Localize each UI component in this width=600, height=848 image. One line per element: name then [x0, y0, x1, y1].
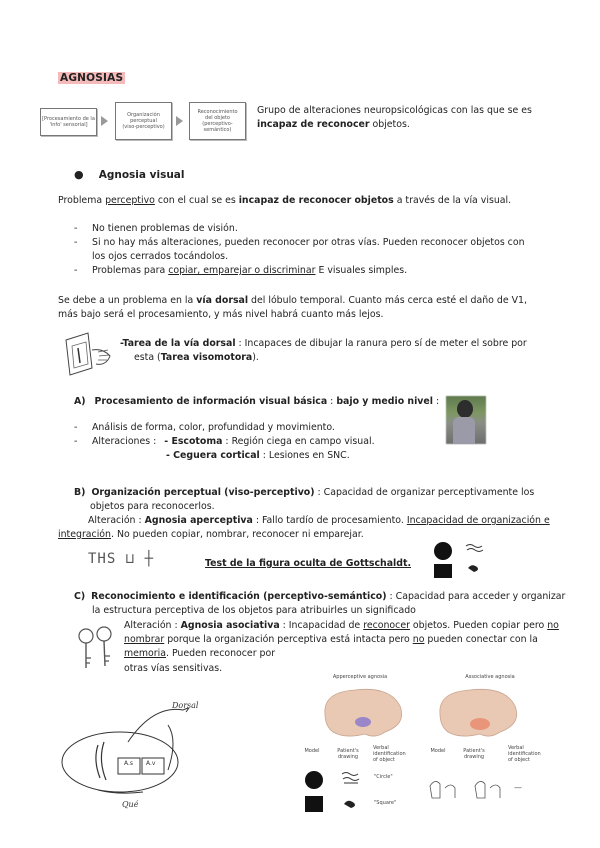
- figure-apperceptive-caption: Apperceptive agnosia: [332, 674, 388, 680]
- list-item-text: Problemas para: [92, 265, 169, 276]
- section-c-alt-text: porque la organización perceptiva está intacta pero: [164, 634, 413, 645]
- section-a-title: Procesamiento de información visual básica: [94, 396, 328, 407]
- figure-patient-scribble-icon: [342, 773, 359, 784]
- sketch-box-label-1: A.s: [124, 760, 134, 767]
- section-c-title: Reconocimiento e identificación (perceptivo-semántico): [91, 591, 387, 602]
- flow-arrow-1: [101, 116, 108, 126]
- section-heading: [74, 163, 184, 182]
- section-c-alt-line-4: otras vías sensitivas.: [124, 663, 223, 674]
- section-b-alt-underlined: Incapacidad de organización e: [406, 515, 550, 526]
- figure-model-label-2: Model: [430, 748, 446, 754]
- flow-box-perceptual-line: perceptual: [130, 118, 157, 124]
- section-a-heading: [74, 395, 439, 409]
- dorsal-text: del lóbulo temporal. Cuanto más cerca esté el daño de V1,: [248, 295, 527, 306]
- list-item: [74, 449, 444, 463]
- dorsal-line-2: más bajo será el procesamiento, y más nivel habrá cuanto más lejos.: [58, 309, 384, 320]
- section-c-alt-underlined: no: [547, 620, 559, 631]
- tarea-bold: -Tarea de la vía dorsal: [120, 338, 236, 349]
- envelope-slot-sketch: [58, 328, 118, 383]
- flow-box-sensory-label: [Procesamiento de la 'info' sensorial]: [42, 116, 95, 128]
- tarea-block: [120, 337, 560, 365]
- figure-model-square-icon: [305, 796, 323, 812]
- intro-bold: incapaz de reconocer: [257, 119, 370, 130]
- flow-box-recognition-line: del objeto: [205, 115, 230, 121]
- problem-bold: incapaz de reconocer objetos: [238, 195, 394, 206]
- section-c-text: : Capacidad para acceder y organizar: [386, 591, 566, 602]
- flow-box-perceptual: [115, 102, 172, 140]
- section-c-alt-bold: Agnosia asociativa: [180, 620, 280, 631]
- section-c-text-2: la estructura perceptiva de los objetos para atribuirles un significado: [92, 605, 416, 616]
- lesion-left: [355, 717, 371, 727]
- model-square-icon: [434, 564, 452, 578]
- lesion-right: [470, 718, 490, 730]
- figure-verbal-label-2: Verbal identification of object: [508, 745, 541, 763]
- flow-box-perceptual-line: (viso-perceptivo): [122, 124, 165, 130]
- figure-patient-blob-icon: [344, 801, 355, 808]
- section-b-alt-text: Alteración :: [88, 515, 145, 526]
- section-b-alt-text: . No pueden copiar, nombrar, reconocer ni emparejar.: [110, 529, 364, 540]
- flow-box-recognition-line: Reconocimiento: [197, 109, 238, 115]
- figure-patient-label-2: Patient's drawing: [463, 748, 485, 760]
- section-a-alt-bold: - Ceguera cortical: [166, 450, 260, 461]
- list-item-text: E visuales simples.: [315, 265, 408, 276]
- sketch-box-label-2: A.v: [146, 760, 156, 767]
- section-c-alt-text: . Pueden reconocer por: [165, 648, 276, 659]
- section-c-alt-line-3: [124, 647, 574, 661]
- section-c-alteration: [124, 619, 574, 661]
- list-item-underlined: copiar, emparejar o discriminar: [168, 265, 316, 276]
- section-c-alt-line-1: [124, 619, 574, 633]
- flow-box-recognition: [189, 102, 246, 140]
- section-b: [74, 486, 564, 514]
- section-b-alt-line-2: [58, 528, 578, 542]
- figure-model-label-1: Model: [304, 748, 320, 754]
- section-a-body: [74, 421, 444, 463]
- section-b-alt-underlined: integración: [58, 529, 111, 540]
- figure-model-lamp-icon-2: [445, 785, 455, 798]
- section-c-alt-underlined: no: [412, 634, 425, 645]
- section-b-alteration: [58, 514, 578, 542]
- sketch-label-bottom: Qué: [122, 800, 139, 809]
- model-circle-icon: [434, 542, 452, 560]
- dorsal-text: Se debe a un problema en la: [58, 295, 197, 306]
- sketch-label-top: Dorsal: [172, 701, 199, 710]
- section-b-text-2: objetos para reconocerlos.: [90, 501, 215, 512]
- list-item: - Si no hay más alteraciones, pueden reconocer por otras vías. Pueden reconocer objetos con: [74, 237, 525, 248]
- gottschaldt-figures: THS ⊔ ┼: [88, 551, 155, 567]
- dorsal-bold: vía dorsal: [196, 295, 249, 306]
- section-b-alt-text: : Fallo tardío de procesamiento.: [252, 515, 407, 526]
- flow-box-perceptual-line: Organización: [127, 112, 160, 118]
- section-c-label: C): [74, 591, 86, 602]
- problem-text: con el cual se es: [154, 195, 239, 206]
- model-shapes: [430, 540, 490, 580]
- gottschaldt-test-label: Test de la figura oculta de Gottschaldt.: [205, 558, 412, 569]
- page-title: AGNOSIAS: [60, 72, 124, 84]
- figure-circle-label: "Circle": [374, 774, 393, 780]
- list-item-text: No tienen problemas de visión.: [92, 223, 238, 234]
- intro-line-1: Grupo de alteraciones neuropsicológicas con las que se es: [257, 105, 532, 116]
- section-b-text: : Capacidad de organizar perceptivamente los: [314, 487, 535, 498]
- section-c-alt-underlined: reconocer: [363, 620, 410, 631]
- blurred-photo-head: [457, 400, 473, 418]
- section-a-sep: :: [327, 396, 337, 407]
- intro-text: [257, 104, 557, 132]
- figure-patient-lamp-icon: [475, 781, 485, 798]
- feature-list: [74, 222, 554, 278]
- section-b-title: Organización perceptual (viso-perceptivo): [91, 487, 315, 498]
- section-a-tail: :: [433, 396, 440, 407]
- section-c-alt-text: pueden conectar con la: [424, 634, 538, 645]
- figure-patient-label-1: Patient's drawing: [337, 748, 359, 760]
- flow-box-recognition-line: semántico): [203, 127, 232, 133]
- tarea-bold: Tarea visomotora: [160, 352, 253, 363]
- section-b-label: B): [74, 487, 86, 498]
- section-c-alt-underlined: nombrar: [124, 634, 165, 645]
- patient-blob-icon: [468, 565, 478, 572]
- figure-model-lamp-icon: [430, 781, 440, 798]
- list-item: - Problemas para copiar, emparejar o discriminar E visuales simples.: [74, 265, 408, 276]
- section-c: [74, 590, 574, 618]
- figure-dash: —: [514, 783, 522, 792]
- patient-scribble-icon: [466, 545, 483, 552]
- dorsal-line-1: [58, 294, 558, 308]
- list-item: - Alteraciones : - Escotoma : Región ciega en campo visual.: [74, 436, 375, 447]
- problem-paragraph: [58, 194, 511, 208]
- tarea-line-2: [120, 351, 560, 365]
- intro-rest: objetos.: [369, 119, 410, 130]
- section-a-label: A): [74, 396, 86, 407]
- problem-underlined: perceptivo: [105, 195, 155, 206]
- section-c-heading: [74, 590, 574, 604]
- flow-box-recognition-line: (perceptivo-: [202, 121, 233, 127]
- tarea-text: esta (: [134, 352, 161, 363]
- section-a-alt-text: : Región ciega en campo visual.: [222, 436, 375, 447]
- figure-drawings: [300, 768, 570, 818]
- section-c-alt-line-2: [124, 633, 574, 647]
- section-a-alt-text: : Lesiones en SNC.: [259, 450, 350, 461]
- figure-square-label: "Square": [374, 800, 397, 806]
- section-a-title-2: bajo y medio nivel: [336, 396, 433, 407]
- figure-associative-caption: Associative agnosia: [465, 674, 515, 680]
- section-heading-text: Agnosia visual: [98, 169, 185, 181]
- keys-sketch: [72, 624, 122, 674]
- blurred-photo-body: [453, 417, 475, 444]
- list-item: - No tienen problemas de visión.: [74, 223, 238, 234]
- figure-patient-lamp-icon-2: [490, 785, 500, 798]
- problem-text: Problema: [58, 195, 106, 206]
- brain-left: [325, 689, 402, 736]
- flow-box-sensory: [40, 108, 97, 136]
- intro-line-2: [257, 118, 557, 132]
- section-c-alt-text: : Incapacidad de: [279, 620, 364, 631]
- section-c-alt-text: objetos. Pueden copiar pero: [409, 620, 548, 631]
- figure-verbal-label-1: Verbal identification of object: [373, 745, 406, 763]
- section-a-alt-bold: - Escotoma: [164, 436, 223, 447]
- dorsal-paragraph: [58, 294, 558, 322]
- problem-text: a través de la vía visual.: [393, 195, 512, 206]
- flow-arrow-2: [176, 116, 183, 126]
- section-c-alt-text: Alteración :: [124, 620, 181, 631]
- section-b-heading: [74, 486, 564, 500]
- brain-diagrams: [315, 684, 575, 744]
- tarea-text: : Incapaces de dibujar la ranura pero sí de meter el sobre por: [235, 338, 527, 349]
- section-a-item: Análisis de forma, color, profundidad y movimiento.: [92, 422, 335, 433]
- list-item: - Análisis de forma, color, profundidad y movimiento.: [74, 422, 335, 433]
- tarea-line-1: [120, 337, 560, 351]
- bullet-icon: ●: [74, 168, 84, 181]
- tarea-text: ).: [252, 352, 259, 363]
- section-c-alt-underlined: memoria: [124, 648, 166, 659]
- list-item-continuation: los ojos cerrados tocándolos.: [92, 251, 229, 262]
- section-b-alt-line-1: [58, 514, 578, 528]
- section-b-alt-bold: Agnosia aperceptiva: [144, 515, 253, 526]
- pathways-sketch: [58, 700, 208, 810]
- list-item-text: Si no hay más alteraciones, pueden reconocer por otras vías. Pueden reconocer objetos con: [92, 237, 525, 248]
- figure-model-circle-icon: [305, 771, 323, 789]
- section-a-alt-label: Alteraciones :: [92, 436, 157, 447]
